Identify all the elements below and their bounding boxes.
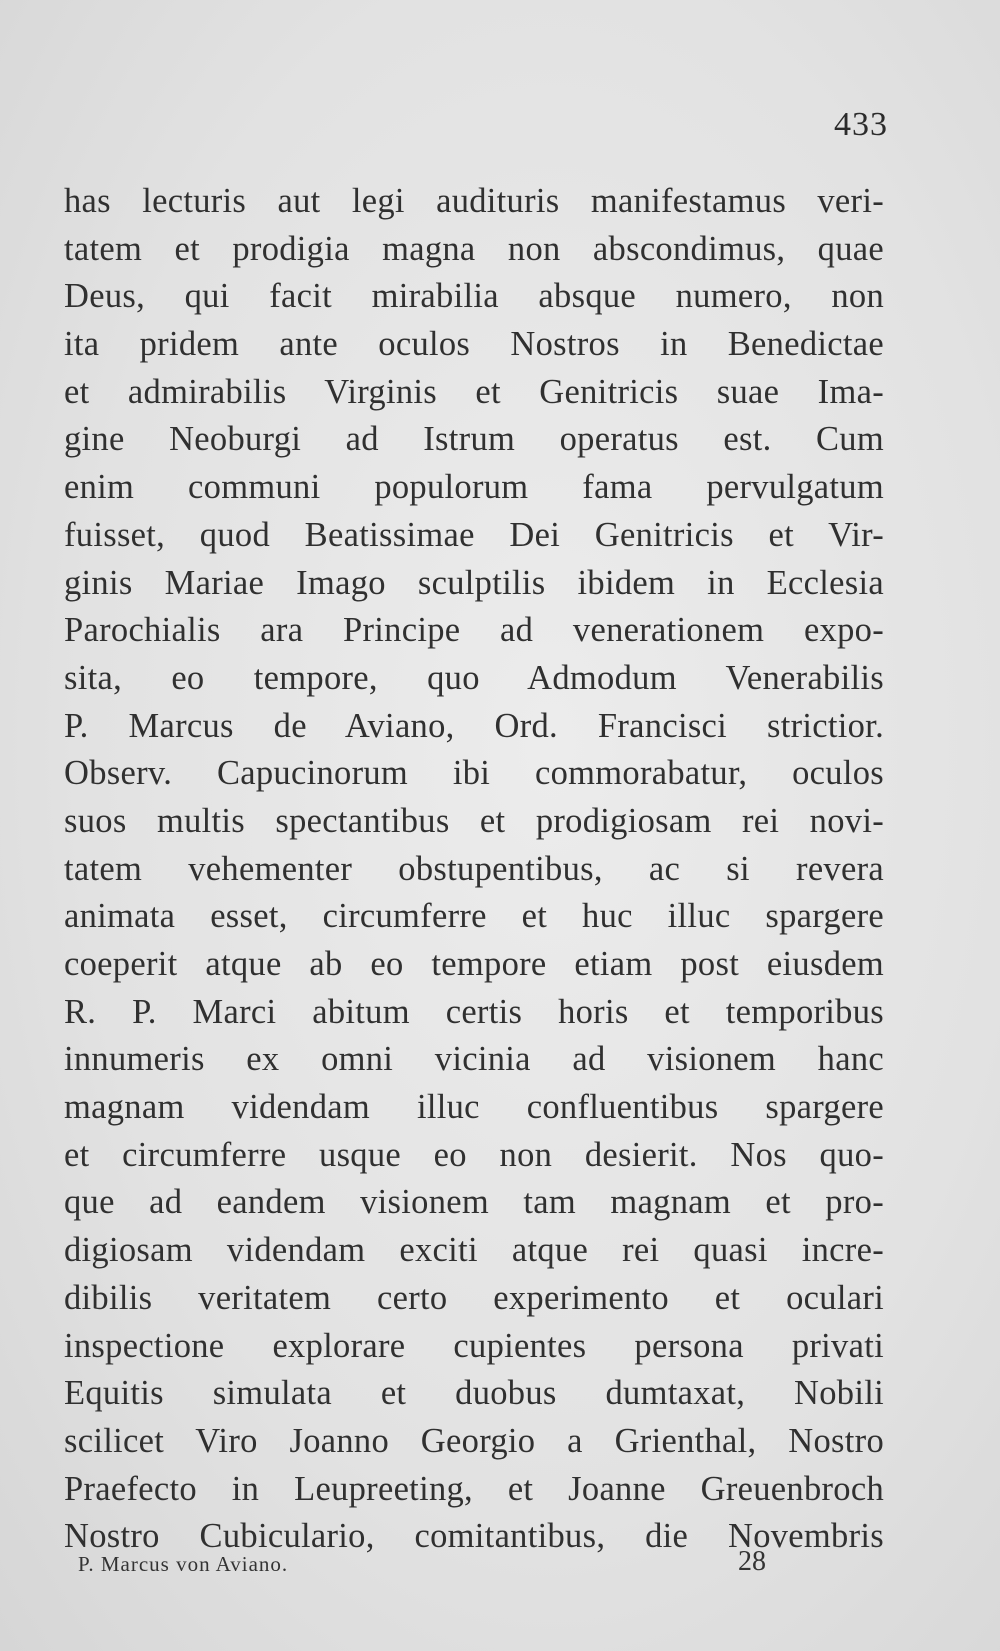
text-line: animata esset, circumferre et huc illuc spargere [64, 897, 884, 936]
text-line: P. Marcus de Aviano, Ord. Francisci strictior. [64, 706, 884, 745]
text-line: R. P. Marci abitum certis horis et temporibus [64, 992, 884, 1031]
text-line: et admirabilis Virginis et Genitricis suae Ima- [64, 372, 884, 411]
page-number: 433 [834, 106, 888, 143]
text-line: innumeris ex omni vicinia ad visionem hanc [64, 1040, 884, 1079]
text-line: Praefecto in Leupreeting, et Joanne Greuenbroch [64, 1469, 884, 1508]
text-line: ginis Mariae Imago sculptilis ibidem in Ecclesia [64, 563, 884, 602]
text-line: sita, eo tempore, quo Admodum Venerabilis [64, 658, 884, 697]
text-line: magnam videndam illuc confluentibus spargere [64, 1088, 884, 1127]
page-footer [78, 1546, 778, 1582]
text-line: dibilis veritatem certo experimento et oculari [64, 1278, 884, 1317]
text-line: tatem et prodigia magna non abscondimus, quae [64, 229, 884, 268]
text-line: gine Neoburgi ad Istrum operatus est. Cum [64, 420, 884, 459]
text-line: et circumferre usque eo non desierit. Nos quo- [64, 1135, 884, 1174]
text-line: coeperit atque ab eo tempore etiam post eiusdem [64, 945, 884, 983]
text-line: scilicet Viro Joanno Georgio a Grienthal, Nostro [64, 1421, 884, 1460]
text-line: ita pridem ante oculos Nostros in Benedictae [64, 325, 884, 364]
text-line: fuisset, quod Beatissimae Dei Genitricis et Vir- [64, 515, 884, 554]
text-line: tatem vehementer obstupentibus, ac si revera [64, 849, 884, 888]
text-line: Nostro Cubiculario, comitantibus, die Novembris [64, 1517, 884, 1556]
text-line: Parochialis ara Principe ad venerationem expo- [64, 611, 884, 650]
body-text [64, 178, 884, 1561]
signature-mark: P. Marcus von Aviano. [78, 1552, 289, 1576]
text-line: inspectione explorare cupientes persona privati [64, 1326, 884, 1365]
text-line: Deus, qui facit mirabilia absque numero, non [64, 277, 884, 316]
text-line: suos multis spectantibus et prodigiosam rei novi- [64, 801, 884, 840]
text-line: que ad eandem visionem tam magnam et pro- [64, 1183, 884, 1222]
text-line: Equitis simulata et duobus dumtaxat, Nobili [64, 1374, 884, 1413]
text-line: has lecturis aut legi audituris manifestamus veri- [64, 182, 884, 220]
text-line: enim communi populorum fama pervulgatum [64, 468, 884, 507]
sheet-number: 28 [738, 1546, 766, 1577]
text-line: Observ. Capucinorum ibi commorabatur, oculos [64, 754, 884, 793]
text-line: digiosam videndam exciti atque rei quasi incre- [64, 1231, 884, 1270]
